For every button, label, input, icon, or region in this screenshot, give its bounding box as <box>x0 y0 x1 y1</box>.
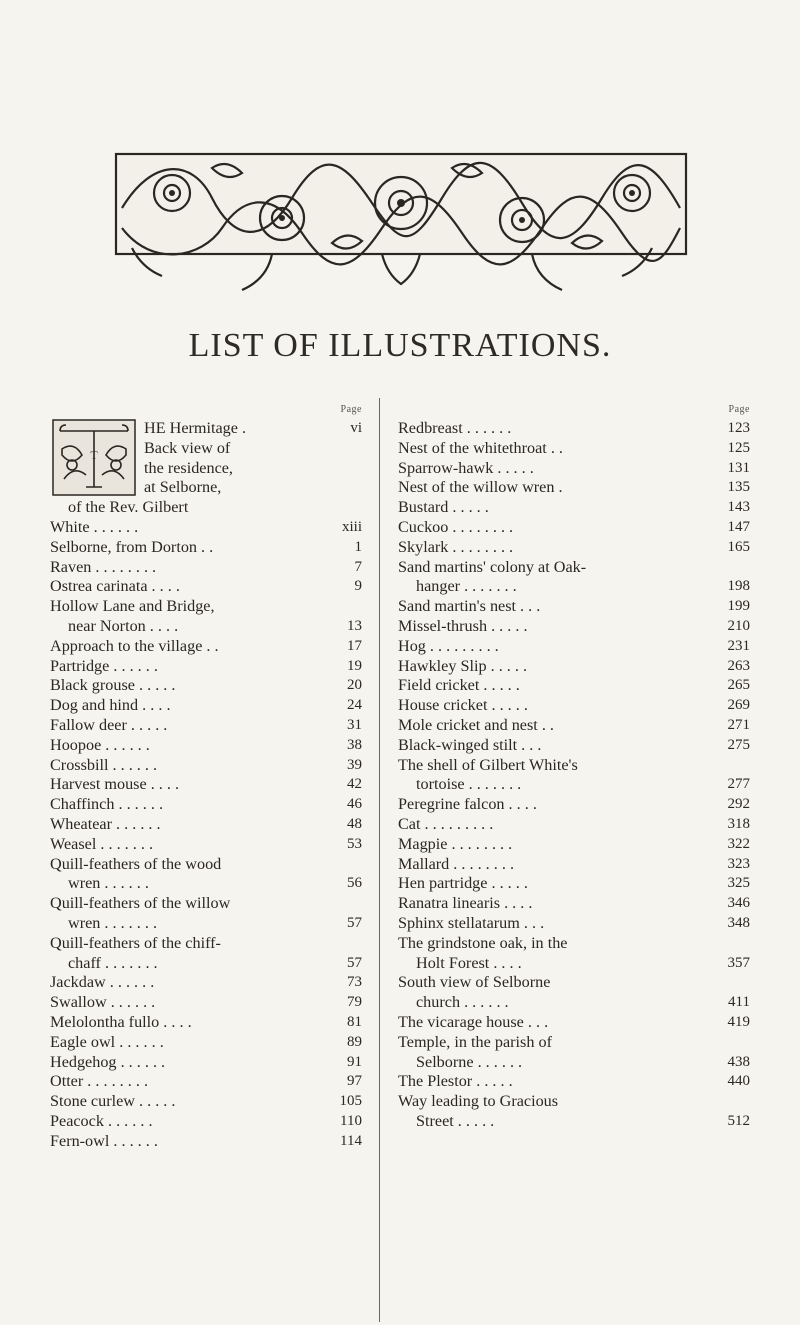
entry-line: Field cricket . . . . . <box>398 676 520 695</box>
entry-page-number: 48 <box>347 815 362 832</box>
entry-line: Dog and hind . . . . <box>50 696 171 715</box>
column-divider <box>379 398 380 1322</box>
entry-line: Partridge . . . . . . <box>50 656 158 675</box>
entry-page-number: 1 <box>354 538 362 555</box>
illustration-entry <box>398 657 750 677</box>
entry-line: Approach to the village . . <box>50 636 219 655</box>
entry-page-number: 24 <box>347 697 362 714</box>
entry-line: Nest of the willow wren . <box>398 478 563 497</box>
left-column <box>50 400 362 1151</box>
svg-text:T: T <box>90 448 98 462</box>
entry-line: Melolontha fullo . . . . <box>50 1012 192 1031</box>
entry-page-number: 114 <box>340 1132 362 1149</box>
illustration-entry <box>398 914 750 934</box>
entry-page-number: 110 <box>340 1112 362 1129</box>
entry-line: Peregrine falcon . . . . <box>398 795 537 814</box>
illustration-entry <box>398 459 750 479</box>
entry-page-number: 411 <box>728 994 750 1011</box>
entry-line: Peacock . . . . . . <box>50 1111 153 1130</box>
entry-line: Raven . . . . . . . . <box>50 557 157 576</box>
entry-page-number: xiii <box>341 518 362 535</box>
entry-page-number: 19 <box>347 657 362 674</box>
illustration-entry <box>50 855 362 895</box>
illustration-entry <box>398 1092 750 1132</box>
entry-page-number: 9 <box>354 578 362 595</box>
illustration-entry <box>50 993 362 1013</box>
entry-line: Jackdaw . . . . . . <box>50 973 155 992</box>
entry-line: Cuckoo . . . . . . . . <box>398 517 514 536</box>
entry-page-number: 198 <box>727 578 750 595</box>
first-entry-hermitage <box>50 419 362 538</box>
illustration-entry <box>50 1013 362 1033</box>
entry-page-number: 269 <box>727 697 750 714</box>
entry-line: Hawkley Slip . . . . . <box>398 656 528 675</box>
illustration-entry <box>398 597 750 617</box>
illustration-entry <box>398 696 750 716</box>
entry-line: Hen partridge . . . . . <box>398 874 528 893</box>
entry-page-number: 89 <box>347 1033 362 1050</box>
entry-line: White . . . . . . <box>50 517 139 536</box>
illustration-entry <box>50 934 362 974</box>
entry-line: at Selborne, <box>144 478 222 497</box>
illustration-entry <box>50 1132 362 1152</box>
entry-page-number: 231 <box>727 637 750 654</box>
entry-page-number: 57 <box>347 914 362 931</box>
entry-line: Way leading to Gracious <box>398 1092 559 1111</box>
entry-page-number: 97 <box>347 1073 362 1090</box>
entry-page-number: 17 <box>347 637 362 654</box>
entry-page-number: 271 <box>727 716 750 733</box>
entry-page-number: 53 <box>347 835 362 852</box>
illustration-entry <box>50 736 362 756</box>
entry-page-number: 199 <box>727 598 750 615</box>
entry-page-number: 31 <box>347 716 362 733</box>
illustration-entry <box>398 538 750 558</box>
illustration-entry <box>50 676 362 696</box>
entry-page-number: 131 <box>727 459 750 476</box>
illustration-entry <box>50 657 362 677</box>
illustration-entry <box>398 855 750 875</box>
floral-headpiece-ornament-icon <box>112 148 690 298</box>
entry-line: Black-winged stilt . . . <box>398 735 542 754</box>
illustration-entry <box>398 498 750 518</box>
illustration-entry <box>398 835 750 855</box>
illustration-entry <box>50 1033 362 1053</box>
illustration-entry <box>50 538 362 558</box>
entry-page-number: 125 <box>727 439 750 456</box>
entry-page-number: 292 <box>727 796 750 813</box>
entry-line: Ostrea carinata . . . . <box>50 577 180 596</box>
entry-line: Redbreast . . . . . . <box>398 419 512 437</box>
illustration-entry <box>398 894 750 914</box>
entry-page-number: 7 <box>354 558 362 575</box>
entry-line: The Plestor . . . . . <box>398 1072 513 1091</box>
entry-page-number: 73 <box>347 974 362 991</box>
entry-line: hanger . . . . . . . <box>416 577 517 596</box>
entry-page-number: 81 <box>347 1013 362 1030</box>
illustration-entry <box>50 815 362 835</box>
entry-line: Quill-feathers of the willow <box>50 894 231 913</box>
entry-page-number: 512 <box>727 1112 750 1129</box>
entry-line: Harvest mouse . . . . <box>50 775 180 794</box>
illustration-entry <box>50 835 362 855</box>
illustration-entry <box>50 637 362 657</box>
entry-line: Nest of the whitethroat . . <box>398 438 563 457</box>
illustration-entry <box>50 1112 362 1132</box>
entry-page-number: 46 <box>347 796 362 813</box>
entry-page-number: 56 <box>347 875 362 892</box>
entry-line: House cricket . . . . . <box>398 696 528 715</box>
illustration-entry <box>398 973 750 1013</box>
right-column <box>398 400 750 1132</box>
entry-page-number: 123 <box>727 420 750 436</box>
entry-line: Hoopoe . . . . . . <box>50 735 150 754</box>
entry-page-number: 277 <box>727 776 750 793</box>
entry-line: Sparrow-hawk . . . . . <box>398 458 534 477</box>
entry-line: tortoise . . . . . . . <box>416 775 522 794</box>
illustration-entry <box>398 815 750 835</box>
entry-page-number: 39 <box>347 756 362 773</box>
illustration-entry <box>50 577 362 597</box>
right-page-header: Page <box>728 404 750 415</box>
entry-line: Fallow deer . . . . . <box>50 715 168 734</box>
entry-line: Stone curlew . . . . . <box>50 1092 176 1111</box>
entry-line: Ranatra linearis . . . . <box>398 894 533 913</box>
illustration-entry <box>398 1013 750 1033</box>
illustration-entry <box>398 1033 750 1073</box>
entry-line: Weasel . . . . . . . <box>50 834 153 853</box>
entry-line: The vicarage house . . . <box>398 1012 549 1031</box>
entry-page-number: 419 <box>727 1013 750 1030</box>
illustration-entry <box>50 894 362 934</box>
entry-line: The grindstone oak, in the <box>398 933 568 952</box>
entry-line: Hollow Lane and Bridge, <box>50 597 215 616</box>
illustration-entry <box>50 973 362 993</box>
entry-line: wren . . . . . . . <box>68 913 158 932</box>
entry-line: church . . . . . . <box>416 993 509 1012</box>
entry-line: Missel-thrush . . . . . <box>398 616 528 635</box>
entry-page-number: 210 <box>727 617 750 634</box>
entry-page-number: 346 <box>727 895 750 912</box>
entry-page-number: 135 <box>727 479 750 496</box>
illustration-entry <box>50 775 362 795</box>
entry-page-number: 348 <box>727 914 750 931</box>
entry-line: Crossbill . . . . . . <box>50 755 158 774</box>
entry-line: Otter . . . . . . . . <box>50 1072 149 1091</box>
illustration-entry <box>398 716 750 736</box>
entry-line: Holt Forest . . . . <box>416 953 522 972</box>
illustration-entry <box>50 1053 362 1073</box>
entry-line: South view of Selborne <box>398 973 551 992</box>
entry-line: Sand martin's nest . . . <box>398 597 541 616</box>
entry-line: The shell of Gilbert White's <box>398 755 578 774</box>
entry-line: Swallow . . . . . . <box>50 993 156 1012</box>
entry-page-number: 91 <box>347 1053 362 1070</box>
illustration-entry <box>50 756 362 776</box>
illustration-entry <box>50 597 362 637</box>
entry-page-number: 438 <box>727 1053 750 1070</box>
entry-line: Chaffinch . . . . . . <box>50 795 163 814</box>
entry-line: Skylark . . . . . . . . <box>398 537 514 556</box>
entry-line: Black grouse . . . . . <box>50 676 176 695</box>
entry-page-number: 275 <box>727 736 750 753</box>
entry-page-number: 325 <box>727 875 750 892</box>
illustration-entry <box>50 1092 362 1112</box>
page-title: LIST OF ILLUSTRATIONS. <box>188 327 612 364</box>
entry-line: Bustard . . . . . <box>398 498 489 517</box>
entry-page-number: 105 <box>339 1093 362 1110</box>
illustration-entry <box>398 419 750 439</box>
illustration-entry <box>50 696 362 716</box>
entry-line: HE Hermitage . <box>144 419 247 437</box>
entry-line: Wheatear . . . . . . <box>50 814 161 833</box>
illustration-entry <box>50 795 362 815</box>
entry-line: chaff . . . . . . . <box>68 953 158 972</box>
entry-line: Back view of <box>144 438 231 457</box>
left-entry-list <box>50 538 362 1152</box>
entry-page-number: 13 <box>347 617 362 634</box>
entry-line: the residence, <box>144 458 233 477</box>
entry-page-number: 20 <box>347 677 362 694</box>
entry-page-number: 165 <box>727 538 750 555</box>
illustration-entry <box>398 1072 750 1092</box>
entry-line: Quill-feathers of the chiff- <box>50 933 221 952</box>
entry-line: Cat . . . . . . . . . <box>398 814 494 833</box>
illustration-entry <box>398 558 750 598</box>
entry-page-number: 42 <box>347 776 362 793</box>
illustration-entry <box>398 478 750 498</box>
entry-line: Temple, in the parish of <box>398 1032 552 1051</box>
entry-page-number: 440 <box>727 1073 750 1090</box>
entry-line: Sand martins' colony at Oak- <box>398 557 587 576</box>
illustration-entry <box>398 934 750 974</box>
entry-page-number: 318 <box>727 815 750 832</box>
right-entry-list <box>398 419 750 1132</box>
entry-line: near Norton . . . . <box>68 616 179 635</box>
entry-line: wren . . . . . . <box>68 874 149 893</box>
entry-line: Magpie . . . . . . . . <box>398 834 513 853</box>
entry-line: Hedgehog . . . . . . <box>50 1052 166 1071</box>
entry-line: Quill-feathers of the wood <box>50 854 222 873</box>
illustration-entry <box>398 617 750 637</box>
entry-page-number: 57 <box>347 954 362 971</box>
illustration-entry <box>398 518 750 538</box>
illustration-entry <box>398 637 750 657</box>
illustration-entry <box>398 736 750 756</box>
entry-line: Fern-owl . . . . . . <box>50 1131 158 1150</box>
entry-line: Mole cricket and nest . . <box>398 715 554 734</box>
entry-line: Street . . . . . <box>416 1111 495 1130</box>
entry-line: of the Rev. Gilbert <box>68 498 189 517</box>
entry-page-number: 323 <box>727 855 750 872</box>
illustration-entry <box>398 439 750 459</box>
entry-line: Sphinx stellatarum . . . <box>398 913 545 932</box>
illustration-entry <box>50 1072 362 1092</box>
decorated-initial-t-icon <box>52 419 136 496</box>
entry-page-number: 265 <box>727 677 750 694</box>
entry-line: Hog . . . . . . . . . <box>398 636 499 655</box>
left-page-header: Page <box>340 404 362 415</box>
entry-page-number: 322 <box>727 835 750 852</box>
illustration-entry <box>50 716 362 736</box>
illustration-entry <box>398 874 750 894</box>
entry-page-number: 143 <box>727 499 750 516</box>
illustration-entry <box>398 756 750 796</box>
illustration-entry <box>50 558 362 578</box>
entry-page-number: 263 <box>727 657 750 674</box>
illustration-entry <box>398 676 750 696</box>
entry-page-number: 38 <box>347 736 362 753</box>
entry-page-number: 357 <box>727 954 750 971</box>
entry-line: Mallard . . . . . . . . <box>398 854 514 873</box>
entry-line: Selborne . . . . . . <box>416 1052 523 1071</box>
entry-page-number: vi <box>350 420 362 436</box>
entry-page-number: 147 <box>727 518 750 535</box>
illustration-entry <box>398 795 750 815</box>
entry-page-number: 79 <box>347 994 362 1011</box>
entry-line: Eagle owl . . . . . . <box>50 1032 164 1051</box>
entry-line: Selborne, from Dorton . . <box>50 537 214 556</box>
